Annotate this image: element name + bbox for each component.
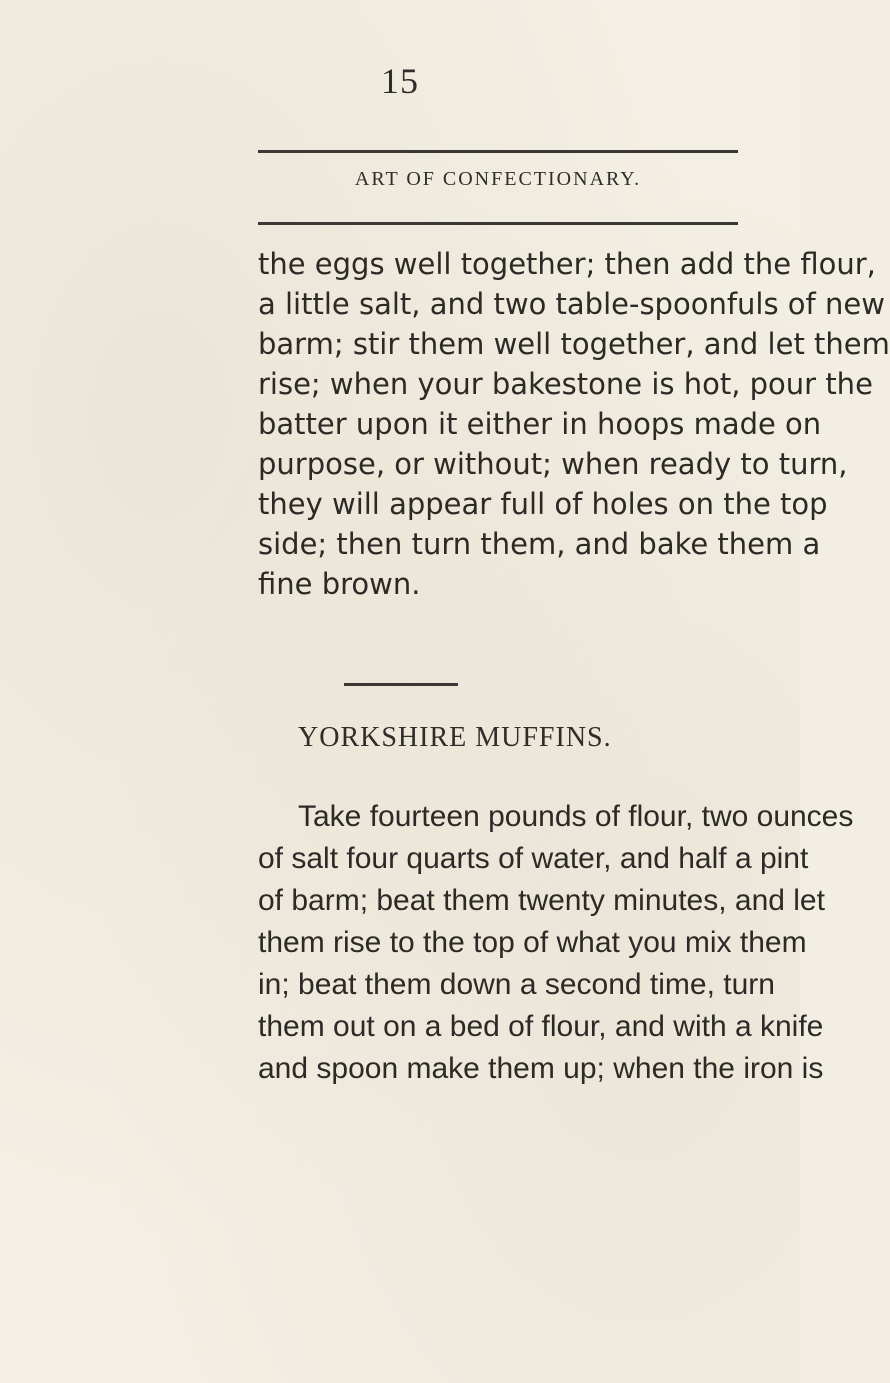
text-line: in; beat them down a second time, turn	[258, 968, 775, 1001]
text-line: of salt four quarts of water, and half a pint	[258, 842, 809, 875]
text-line: they will appear full of holes on the top	[258, 487, 828, 521]
text-line: barm; stir them well together, and let them	[258, 327, 890, 361]
text-line: rise; when your bakestone is hot, pour the	[258, 367, 873, 401]
text-line: them rise to the top of what you mix them	[258, 926, 807, 959]
header-rule-bottom	[258, 222, 738, 225]
text-line: a little salt, and two table-spoonfuls of new	[258, 287, 885, 321]
page-number: 15	[381, 61, 419, 101]
text-line: the eggs well together; then add the flour,	[258, 247, 876, 281]
text-line: side; then turn them, and bake them a	[258, 527, 821, 561]
section-divider	[344, 683, 458, 686]
text-line: fine brown.	[258, 567, 421, 601]
text-line: Take fourteen pounds of flour, two ounces	[298, 800, 854, 833]
text-line: and spoon make them up; when the iron is	[258, 1052, 824, 1085]
paragraph-continued	[258, 244, 890, 604]
header-rule-top	[258, 150, 738, 153]
section-title: YORKSHIRE MUFFINS.	[298, 722, 612, 753]
text-line: batter upon it either in hoops made on	[258, 407, 822, 441]
recipe-paragraph	[258, 796, 854, 1090]
text-line: of barm; beat them twenty minutes, and let	[258, 884, 825, 917]
text-line: them out on a bed of flour, and with a knife	[258, 1010, 824, 1043]
text-line: purpose, or without; when ready to turn,	[258, 447, 848, 481]
running-head: ART OF CONFECTIONARY.	[354, 168, 642, 190]
